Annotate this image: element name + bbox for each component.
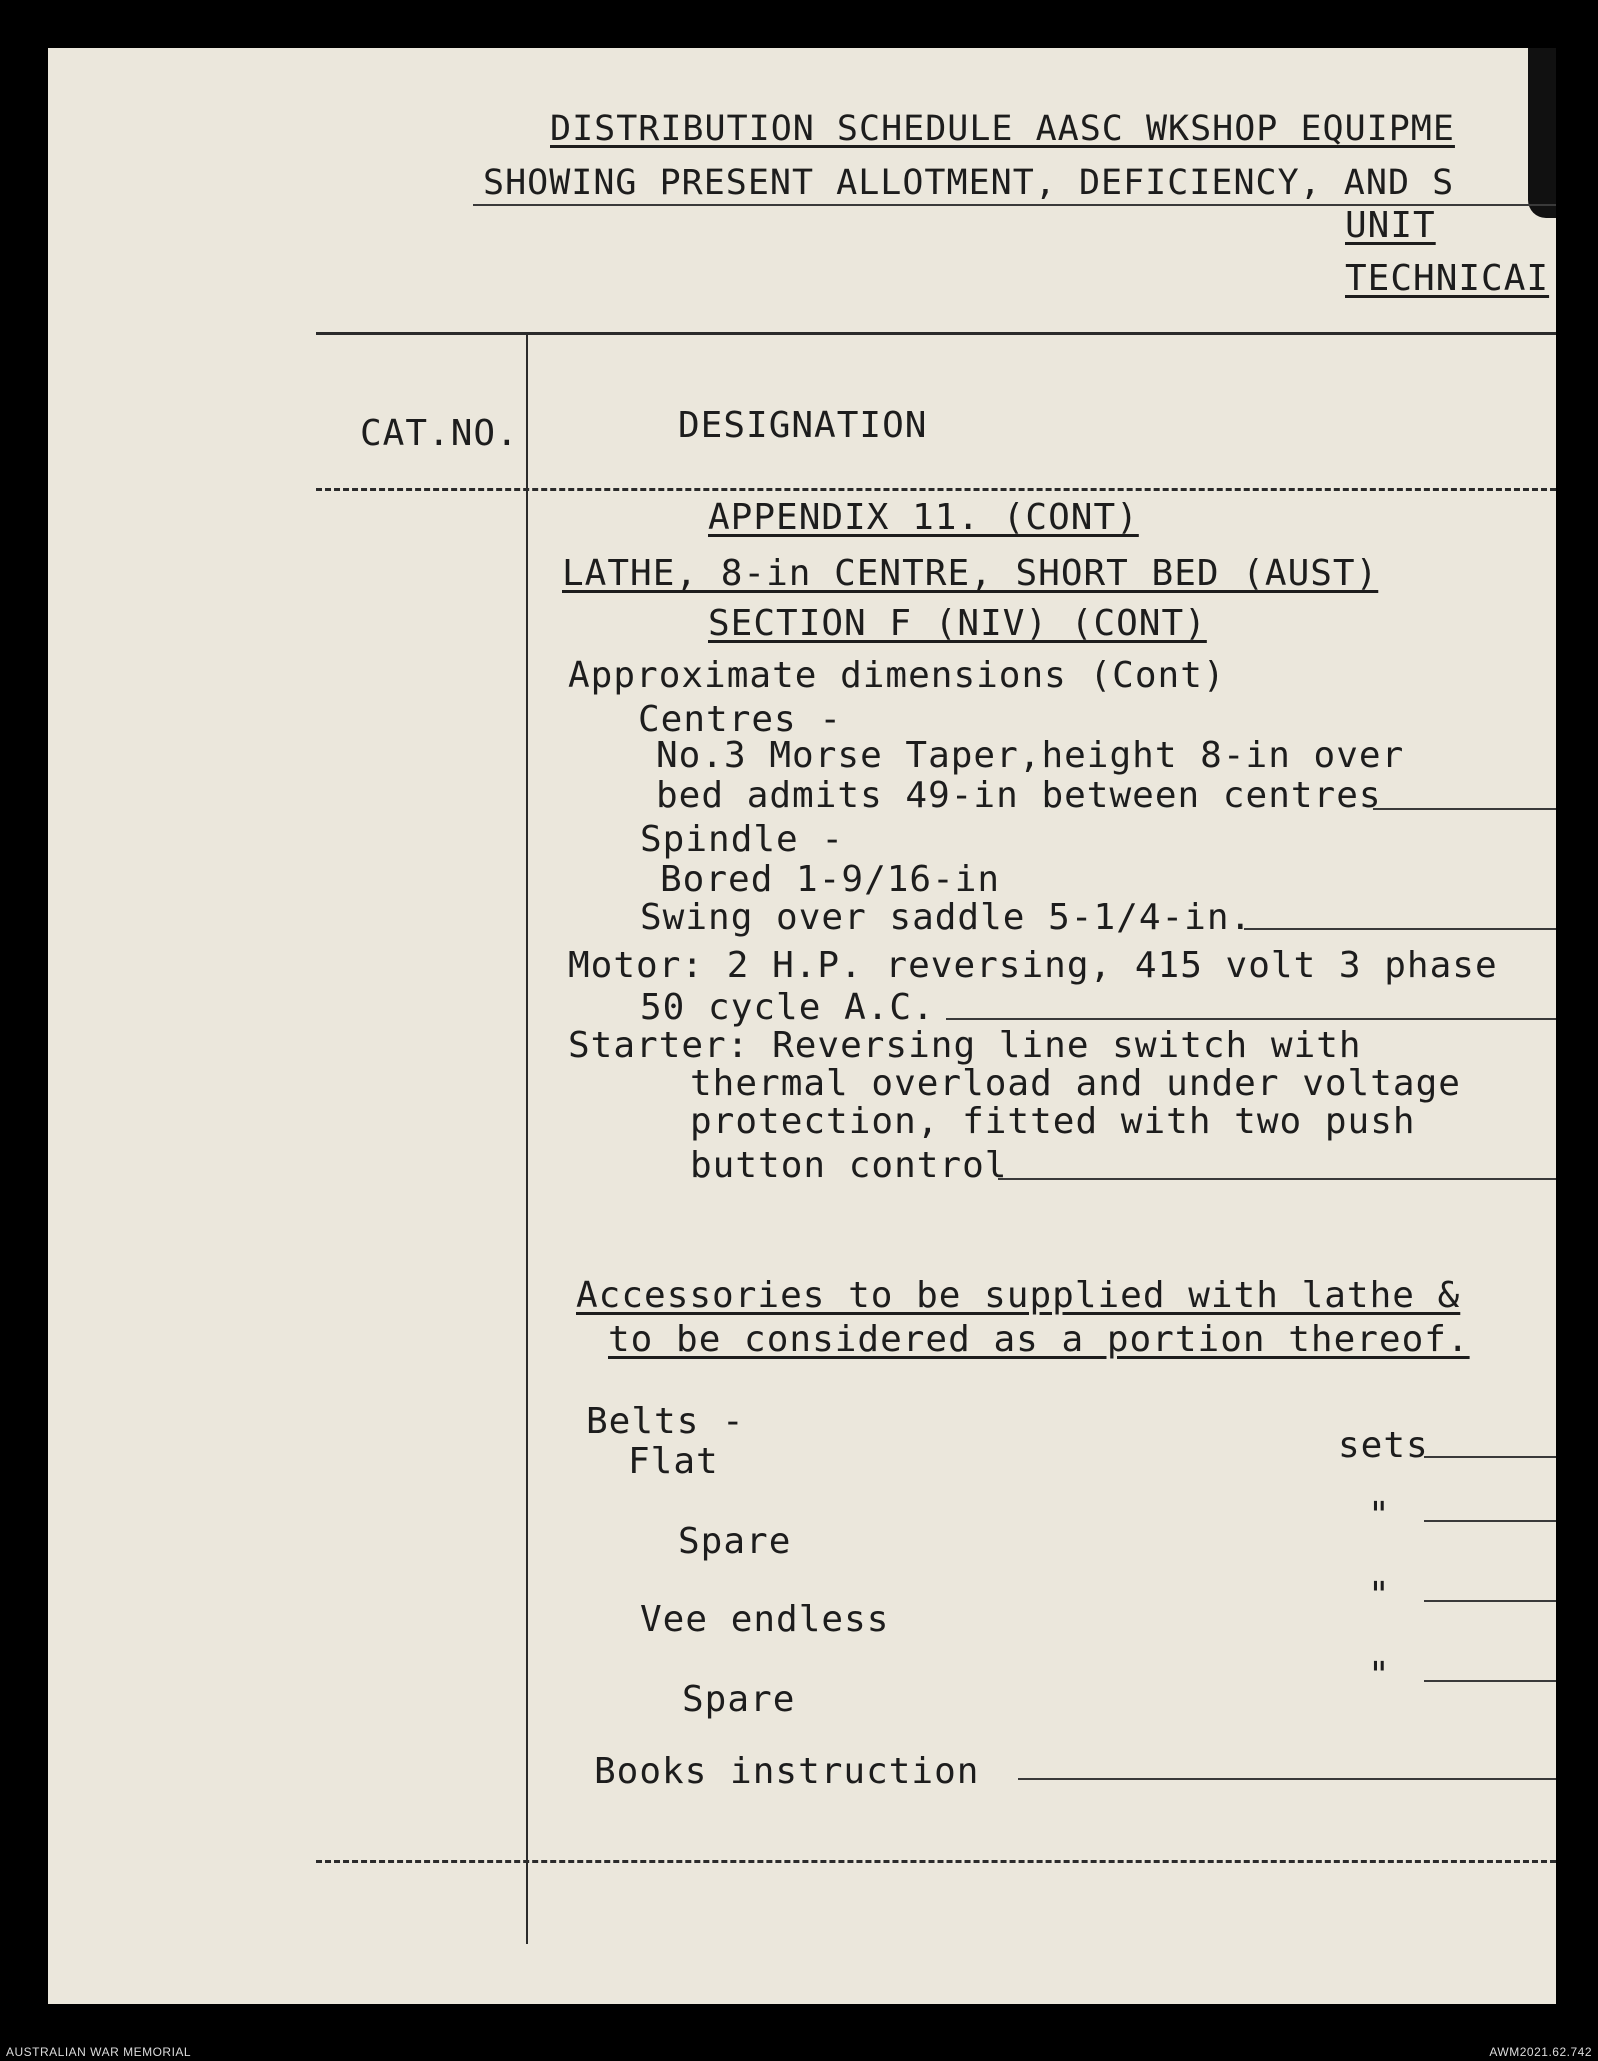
swing-line: Swing over saddle 5-1/4-in. xyxy=(640,897,1253,938)
books-fill-line xyxy=(1018,1778,1556,1780)
ditto-mark-1: " xyxy=(1368,1495,1391,1536)
technical-label: TECHNICAI xyxy=(1345,258,1550,299)
spare-label-1: Spare xyxy=(678,1521,792,1562)
flat-label: Flat xyxy=(628,1441,719,1482)
header-separator xyxy=(316,488,1556,491)
approx-dimensions: Approximate dimensions (Cont) xyxy=(568,655,1226,696)
button-fill-line xyxy=(998,1178,1556,1180)
table-bottom-rule xyxy=(316,1860,1556,1863)
spindle-label: Spindle - xyxy=(640,819,845,860)
cycle-line: 50 cycle A.C. xyxy=(640,987,935,1028)
table-top-rule xyxy=(316,332,1556,335)
title-line-1: DISTRIBUTION SCHEDULE AASC WKSHOP EQUIPME xyxy=(550,109,1455,149)
ditto-mark-2: " xyxy=(1368,1575,1391,1616)
appendix-heading: APPENDIX 11. (CONT) xyxy=(708,497,1139,538)
centres-label: Centres - xyxy=(638,699,843,740)
unit-label: UNIT xyxy=(1345,205,1436,246)
column-header-designation: DESIGNATION xyxy=(678,405,928,446)
morse-line: No.3 Morse Taper,height 8-in over xyxy=(656,735,1405,776)
burnt-edge xyxy=(1528,48,1556,218)
swing-fill-line xyxy=(1244,928,1556,930)
footer-right-id: AWM2021.62.742 xyxy=(1489,2045,1592,2059)
protection-line: protection, fitted with two push xyxy=(690,1101,1416,1142)
sets-label: sets xyxy=(1338,1425,1429,1466)
belts-label: Belts - xyxy=(586,1401,745,1442)
column-header-catno: CAT.NO. xyxy=(360,413,519,454)
spare-label-2: Spare xyxy=(682,1679,796,1720)
button-line: button control xyxy=(690,1145,1008,1186)
bored-line: Bored 1-9/16-in xyxy=(660,859,1001,900)
cycle-fill-line xyxy=(946,1018,1556,1020)
thermal-line: thermal overload and under voltage xyxy=(690,1063,1461,1104)
bed-line: bed admits 49-in between centres xyxy=(656,775,1382,816)
paper-sheet xyxy=(48,48,1556,2004)
spare2-fill-line xyxy=(1424,1680,1556,1682)
lathe-heading: LATHE, 8-in CENTRE, SHORT BED (AUST) xyxy=(562,553,1379,594)
bed-fill-line xyxy=(1373,808,1556,810)
footer-left-credit: AUSTRALIAN WAR MEMORIAL xyxy=(6,2045,192,2059)
title-line-2: SHOWING PRESENT ALLOTMENT, DEFICIENCY, AND S xyxy=(483,163,1455,203)
motor-line: Motor: 2 H.P. reversing, 415 volt 3 phase xyxy=(568,945,1498,986)
column-divider xyxy=(526,334,528,1944)
ditto-mark-3: " xyxy=(1368,1655,1391,1696)
starter-line: Starter: Reversing line switch with xyxy=(568,1025,1362,1066)
sets-fill-line xyxy=(1424,1456,1556,1458)
accessories-line-2: to be considered as a portion thereof. xyxy=(608,1319,1470,1360)
vee-endless-label: Vee endless xyxy=(640,1599,890,1640)
books-instruction: Books instruction xyxy=(594,1751,980,1792)
section-heading: SECTION F (NIV) (CONT) xyxy=(708,603,1207,644)
accessories-line-1: Accessories to be supplied with lathe & xyxy=(576,1275,1461,1316)
vee-fill-line xyxy=(1424,1600,1556,1602)
spare1-fill-line xyxy=(1424,1520,1556,1522)
